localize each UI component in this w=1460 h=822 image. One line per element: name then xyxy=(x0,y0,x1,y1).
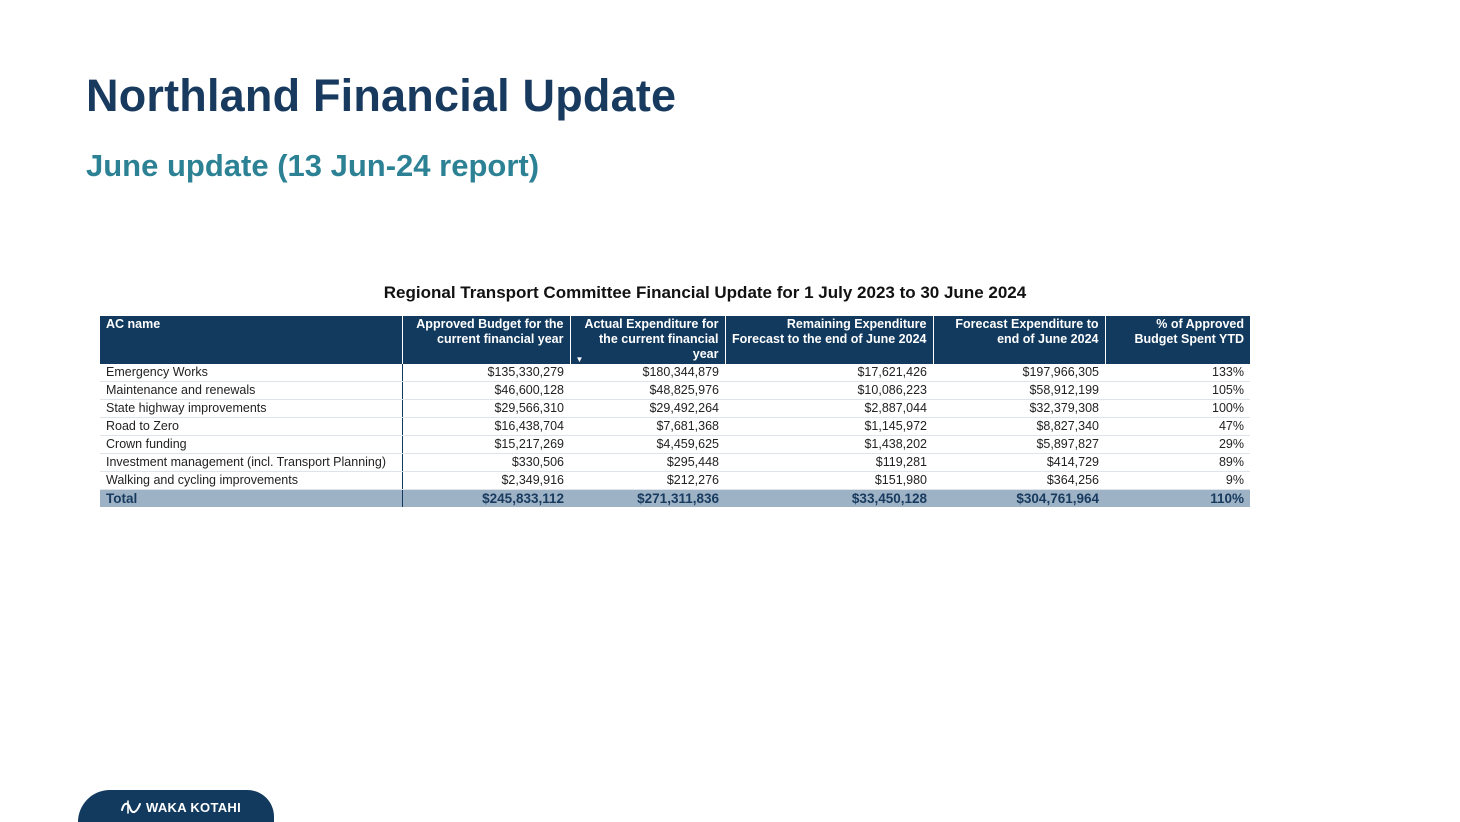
table-row xyxy=(100,418,1250,436)
total-cell-ac-name: Total xyxy=(100,490,402,508)
total-row xyxy=(100,490,1250,508)
slide-title: Northland Financial Update xyxy=(86,70,677,121)
cell-remaining-forecast: $1,438,202 xyxy=(725,436,933,454)
table-row xyxy=(100,382,1250,400)
cell-forecast-expenditure: $364,256 xyxy=(933,472,1105,490)
cell-ac-name: Maintenance and renewals xyxy=(100,382,402,400)
cell-ac-name: Crown funding xyxy=(100,436,402,454)
cell-percent-spent: 133% xyxy=(1105,364,1250,382)
table-row xyxy=(100,472,1250,490)
cell-forecast-expenditure: $5,897,827 xyxy=(933,436,1105,454)
cell-remaining-forecast: $1,145,972 xyxy=(725,418,933,436)
sort-dropdown-icon[interactable]: ▼ xyxy=(575,355,584,364)
cell-remaining-forecast: $151,980 xyxy=(725,472,933,490)
column-header-remaining-forecast: Remaining Expenditure Forecast to the end of June 2024 xyxy=(725,316,933,364)
table-row xyxy=(100,400,1250,418)
cell-ac-name: Investment management (incl. Transport Planning) xyxy=(100,454,402,472)
cell-approved-budget: $135,330,279 xyxy=(402,364,570,382)
cell-ac-name: Walking and cycling improvements xyxy=(100,472,402,490)
logo-text: WAKA KOTAHI xyxy=(146,799,242,815)
cell-actual-expenditure: $48,825,976 xyxy=(570,382,725,400)
cell-ac-name: Road to Zero xyxy=(100,418,402,436)
cell-forecast-expenditure: $32,379,308 xyxy=(933,400,1105,418)
cell-ac-name: Emergency Works xyxy=(100,364,402,382)
cell-approved-budget: $2,349,916 xyxy=(402,472,570,490)
waka-kotahi-logo-icon xyxy=(120,798,142,816)
cell-percent-spent: 105% xyxy=(1105,382,1250,400)
cell-approved-budget: $16,438,704 xyxy=(402,418,570,436)
total-cell-approved-budget: $245,833,112 xyxy=(402,490,570,508)
cell-remaining-forecast: $10,086,223 xyxy=(725,382,933,400)
column-header-label: Actual Expenditure for the current financial year xyxy=(584,317,719,361)
total-cell-actual-expenditure: $271,311,836 xyxy=(570,490,725,508)
table-title: Regional Transport Committee Financial Update for 1 July 2023 to 30 June 2024 xyxy=(383,283,1027,302)
cell-forecast-expenditure: $414,729 xyxy=(933,454,1105,472)
cell-remaining-forecast: $2,887,044 xyxy=(725,400,933,418)
waka-kotahi-logo xyxy=(120,797,241,817)
cell-actual-expenditure: $4,459,625 xyxy=(570,436,725,454)
table-row xyxy=(100,436,1250,454)
column-header-forecast-expenditure: Forecast Expenditure to end of June 2024 xyxy=(933,316,1105,364)
cell-approved-budget: $46,600,128 xyxy=(402,382,570,400)
slide-subtitle: June update (13 Jun-24 report) xyxy=(86,148,540,183)
table-header-row xyxy=(100,316,1250,364)
cell-actual-expenditure: $7,681,368 xyxy=(570,418,725,436)
total-cell-remaining-forecast: $33,450,128 xyxy=(725,490,933,508)
cell-forecast-expenditure: $58,912,199 xyxy=(933,382,1105,400)
cell-percent-spent: 89% xyxy=(1105,454,1250,472)
cell-remaining-forecast: $17,621,426 xyxy=(725,364,933,382)
column-header-approved-budget: Approved Budget for the current financial year xyxy=(402,316,570,364)
total-cell-forecast-expenditure: $304,761,964 xyxy=(933,490,1105,508)
cell-remaining-forecast: $119,281 xyxy=(725,454,933,472)
cell-actual-expenditure: $212,276 xyxy=(570,472,725,490)
table-row xyxy=(100,454,1250,472)
cell-approved-budget: $15,217,269 xyxy=(402,436,570,454)
cell-percent-spent: 47% xyxy=(1105,418,1250,436)
total-cell-percent-spent: 110% xyxy=(1105,490,1250,508)
cell-percent-spent: 9% xyxy=(1105,472,1250,490)
cell-actual-expenditure: $29,492,264 xyxy=(570,400,725,418)
cell-percent-spent: 100% xyxy=(1105,400,1250,418)
column-header-ac-name: AC name xyxy=(100,316,402,364)
cell-percent-spent: 29% xyxy=(1105,436,1250,454)
cell-approved-budget: $330,506 xyxy=(402,454,570,472)
column-header-actual-expenditure[interactable] xyxy=(570,316,725,364)
cell-actual-expenditure: $295,448 xyxy=(570,454,725,472)
cell-ac-name: State highway improvements xyxy=(100,400,402,418)
cell-actual-expenditure: $180,344,879 xyxy=(570,364,725,382)
financial-table xyxy=(100,316,1250,507)
column-header-percent-spent: % of Approved Budget Spent YTD xyxy=(1105,316,1250,364)
cell-forecast-expenditure: $8,827,340 xyxy=(933,418,1105,436)
table-row xyxy=(100,364,1250,382)
cell-forecast-expenditure: $197,966,305 xyxy=(933,364,1105,382)
cell-approved-budget: $29,566,310 xyxy=(402,400,570,418)
